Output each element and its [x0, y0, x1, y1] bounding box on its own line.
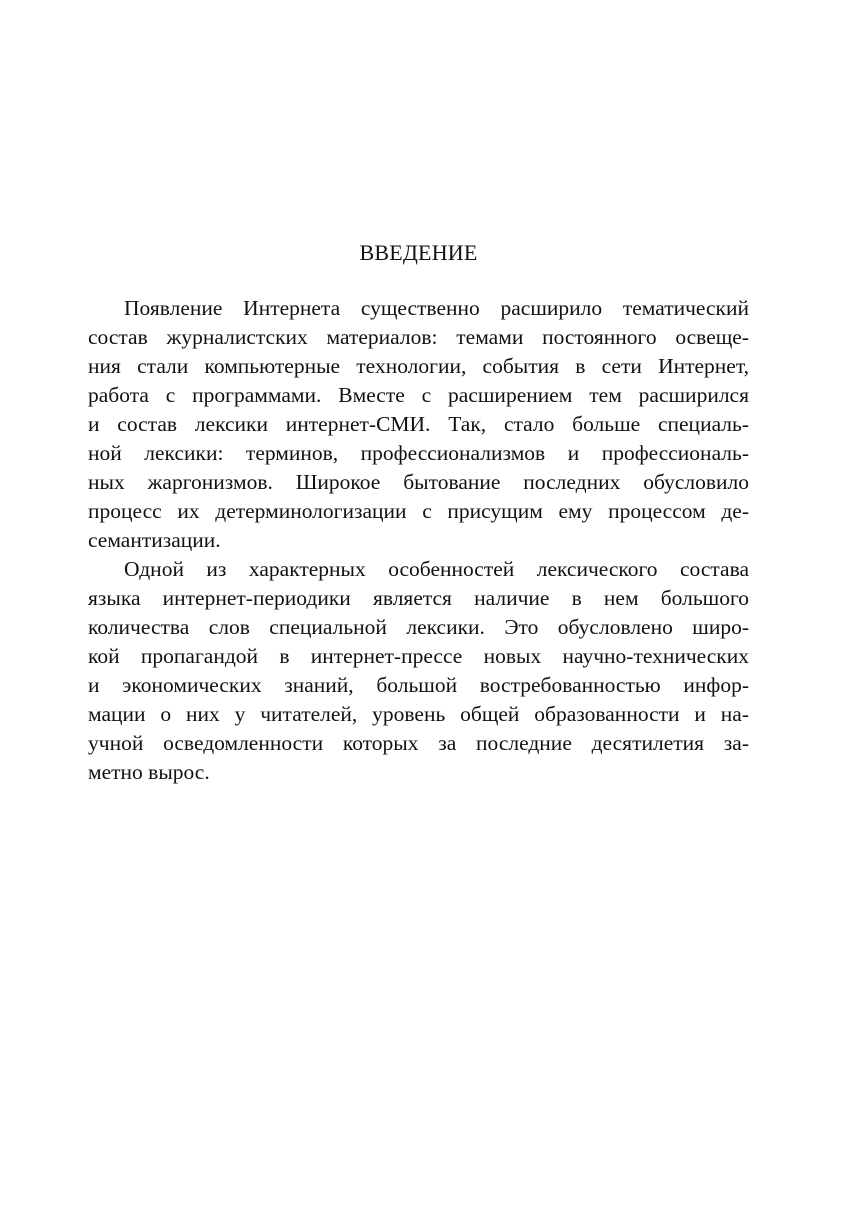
- paragraph-line: семантизации.: [88, 528, 221, 552]
- paragraph-1: [88, 294, 749, 555]
- paragraph-line: количества слов специальной лексики. Это обусловлено широ-: [88, 615, 749, 639]
- paragraph-line: метно вырос.: [88, 760, 210, 784]
- paragraph-line: ной лексики: терминов, профессионализмов и профессиональ-: [88, 441, 749, 465]
- paragraph-line: Одной из характерных особенностей лексического состава: [124, 557, 749, 581]
- paragraph-line: ния стали компьютерные технологии, события в сети Интернет,: [88, 354, 749, 378]
- paragraph-line: и экономических знаний, большой востребованностью инфор-: [88, 673, 749, 697]
- page-body: [88, 238, 749, 787]
- paragraph-line: работа с программами. Вместе с расширением тем расширился: [88, 383, 749, 407]
- paragraph-line: учной осведомленности которых за последние десятилетия за-: [88, 731, 749, 755]
- paragraph-line: и состав лексики интернет-СМИ. Так, стало больше специаль-: [88, 412, 749, 436]
- paragraph-2: [88, 555, 749, 787]
- paragraph-line: состав журналистских материалов: темами постоянного освеще-: [88, 325, 749, 349]
- paragraph-line: процесс их детерминологизации с присущим ему процессом де-: [88, 499, 749, 523]
- paragraph-line: ных жаргонизмов. Широкое бытование последних обусловило: [88, 470, 749, 494]
- paragraph-line: мации о них у читателей, уровень общей образованности и на-: [88, 702, 749, 726]
- paragraph-line: Появление Интернета существенно расширило тематический: [124, 296, 749, 320]
- paragraph-line: кой пропагандой в интернет-прессе новых научно-технических: [88, 644, 749, 668]
- paragraph-line: языка интернет-периодики является наличие в нем большого: [88, 586, 749, 610]
- page-title: ВВЕДЕНИЕ: [359, 240, 478, 265]
